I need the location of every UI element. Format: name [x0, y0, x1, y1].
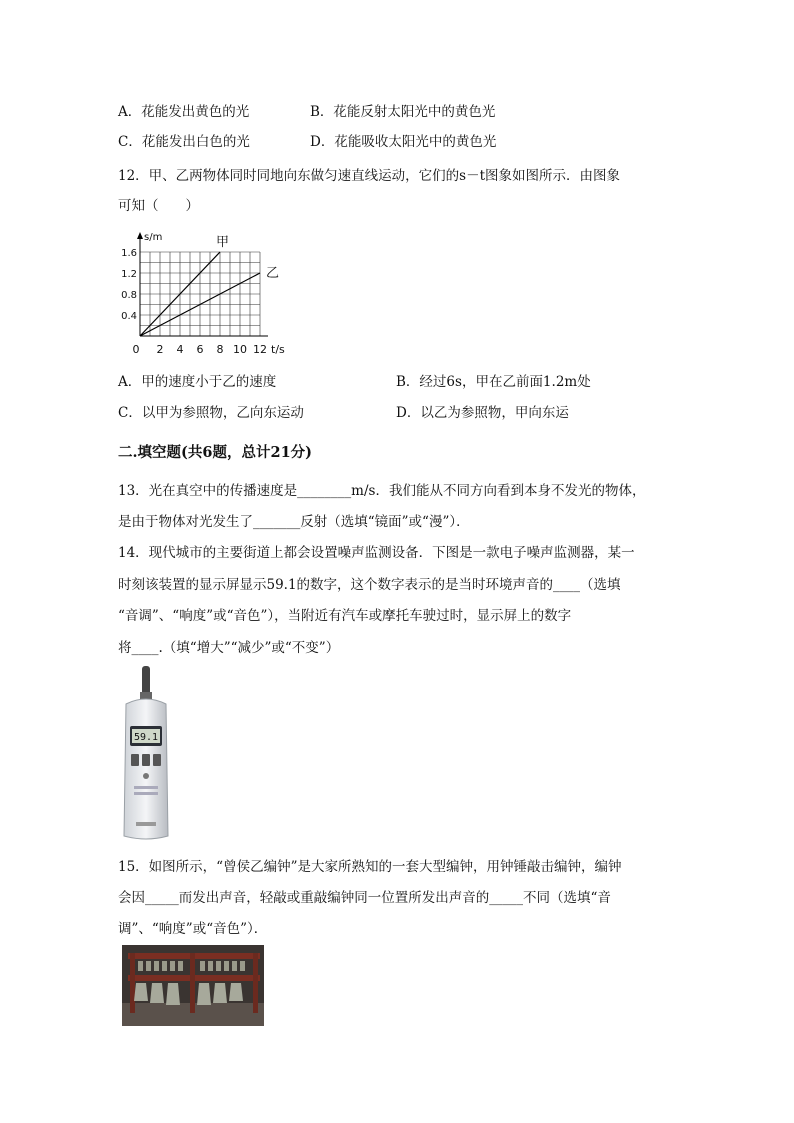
chime-bells-image — [122, 945, 264, 1026]
q15-line1: 15．如图所示，“曾侯乙编钟”是大家所熟知的一套大型编钟，用钟锤敲击编钟，编钟 — [118, 859, 622, 875]
q12-stem-line1: 12．甲、乙两物体同时同地向东做匀速直线运动，它们的s－t图象如图所示．由图象 — [118, 168, 621, 184]
series-label: 乙 — [266, 266, 280, 281]
x-axis-label: t/s — [271, 343, 285, 356]
x-tick-label: 6 — [196, 343, 204, 356]
x-tick-label: 12 — [253, 343, 267, 356]
x-tick-label: 8 — [216, 343, 224, 356]
y-axis-arrow — [137, 232, 143, 239]
y-tick-label: 1.2 — [121, 269, 137, 280]
chart-grid — [140, 252, 260, 336]
q13-line1: 13．光在真空中的传播速度是________m/s．我们能从不同方向看到本身不发光的物体， — [118, 483, 646, 499]
x-tick-label: 10 — [233, 343, 247, 356]
q11-option-a: A．花能发出黄色的光 — [118, 104, 250, 120]
q12-option-b: B．经过6s，甲在乙前面1.2m处 — [396, 374, 591, 390]
q11-option-d: D．花能吸收太阳光中的黄色光 — [310, 134, 497, 150]
series-label: 甲 — [216, 235, 230, 250]
meter-display-value: 59.1 — [133, 732, 159, 743]
q12-option-c: C．以甲为参照物，乙向东运动 — [118, 405, 304, 421]
noise-meter-image — [120, 664, 172, 842]
q14-line1: 14．现代城市的主要街道上都会设置噪声监测设备．下图是一款电子噪声监测器，某一 — [118, 545, 635, 561]
x-tick-label: 0 — [132, 343, 140, 356]
y-tick-label: 1.6 — [121, 248, 137, 259]
y-tick-label: 0.4 — [121, 311, 137, 322]
q11-option-c: C．花能发出白色的光 — [118, 134, 250, 150]
q14-line4: 将____.（填“增大”“减少”或“不变”） — [118, 640, 340, 656]
q13-line2: 是由于物体对光发生了_______反射（选填“镜面”或“漫”）． — [118, 514, 470, 530]
q15-line3: 调”、“响度”或“音色”）． — [118, 921, 268, 937]
section-heading: 二.填空题(共6题，总计21分) — [118, 444, 313, 461]
q14-line2: 时刻该装置的显示屏显示59.1的数字，这个数字表示的是当时环境声音的____（选填 — [118, 577, 621, 593]
s-t-graph — [116, 228, 306, 360]
q11-option-b: B．花能反射太阳光中的黄色光 — [310, 104, 496, 120]
y-axis-label: s/m — [144, 232, 163, 243]
q15-line2: 会因_____而发出声音，轻敲或重敲编钟同一位置所发出声音的_____不同（选填“音 — [118, 890, 611, 906]
q12-stem-line2: 可知（ ） — [118, 198, 199, 214]
q14-line3: “音调”、“响度”或“音色”），当附近有汽车或摩托车驶过时，显示屏上的数字 — [118, 608, 572, 624]
q12-option-d: D．以乙为参照物，甲向东运 — [396, 405, 569, 421]
y-tick-label: 0.8 — [121, 290, 137, 301]
x-tick-label: 2 — [156, 343, 164, 356]
x-tick-label: 4 — [176, 343, 184, 356]
q12-option-a: A．甲的速度小于乙的速度 — [118, 374, 277, 390]
chart-axes — [137, 232, 268, 336]
